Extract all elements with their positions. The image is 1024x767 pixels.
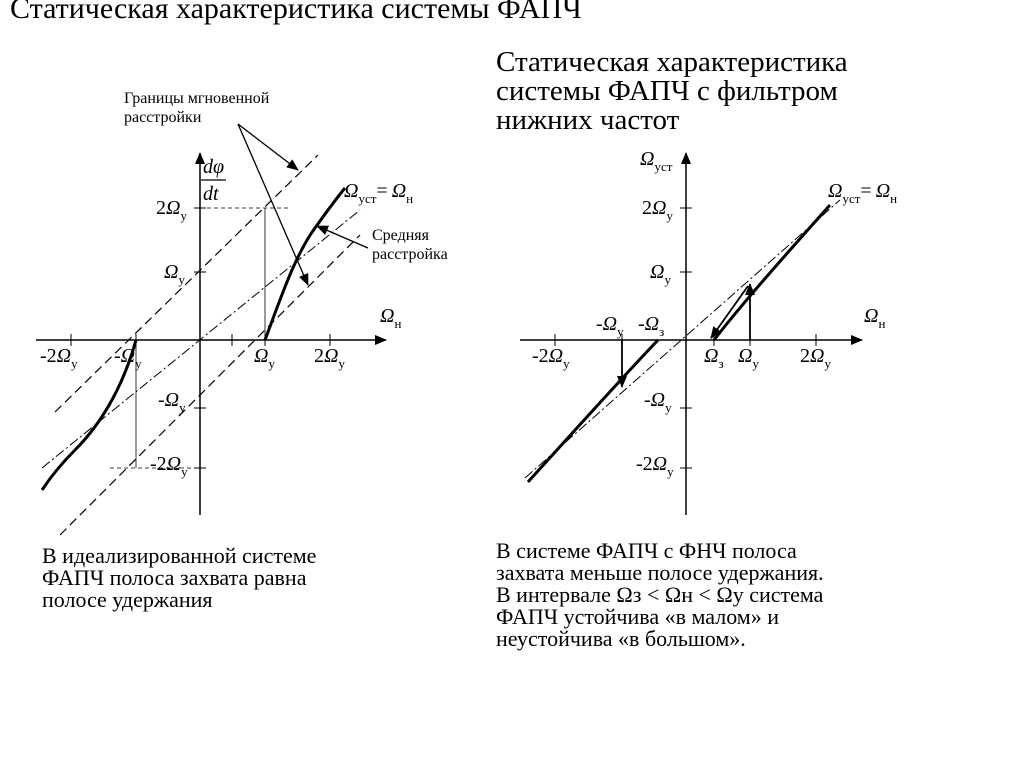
right-x-tick-label: $-2\Omega_у$ [532,345,570,371]
right-x-axis-label: $\Omega_н$ [864,305,886,331]
right-y-tick-label: $\Omega_у$ [650,261,671,287]
caption-line: ФАПЧ полоса захвата равна [42,565,307,590]
annotation-bounds-line: расстройки [124,109,202,126]
caption-line: ФАПЧ устойчива «в малом» и [496,604,780,629]
annotation-mean-line: Средняя [372,227,429,244]
left-upper-curve [265,188,345,340]
right-title-line: Статическая характеристика [496,46,848,78]
left-y-tick-label: $-2\Omega_у$ [150,453,188,479]
left-y-axis-numerator: dφ [203,156,225,178]
right-neg-label: $-\Omega_у$ [596,313,624,339]
left-x-axis-label: $\Omega_н$ [380,305,402,331]
right-title-line: нижних частот [496,104,680,136]
left-y-tick-label: $2\Omega_у$ [156,197,187,223]
caption-line: полосе удержания [42,587,213,612]
right-caption [496,540,824,650]
left-caption [42,545,316,611]
left-x-tick-label: $\Omega_у$ [254,345,275,371]
left-x-tick-label: $2\Omega_у$ [314,345,345,371]
right-y-axis-label: $\Omega_{уст}$ [640,148,673,174]
right-diagram [520,148,897,515]
left-upper-bound-line [55,155,318,412]
right-y-tick-label: $-\Omega_у$ [644,389,672,415]
caption-line: В идеализированной системе [42,543,317,568]
right-x-tick-label: $\Omega_з$ [704,345,724,371]
slide-title: Статическая характеристика системы ФАПЧ [10,0,582,25]
right-neg-label: $-\Omega_з$ [638,313,665,339]
caption-line: В интервале Ωз < Ωн < Ωу система [496,582,824,607]
caption-line: В системе ФАПЧ с ФНЧ полоса [496,538,797,563]
right-x-tick-label: $2\Omega_у$ [800,345,831,371]
right-identity-line [525,200,840,478]
left-x-tick-label: $-\Omega_у$ [114,345,142,371]
left-diagram [36,90,448,535]
right-y-tick-label: $2\Omega_у$ [642,197,673,223]
caption-line: захвата меньше полосе удержания. [496,560,824,585]
left-y-tick-label: $-\Omega_у$ [158,389,186,415]
annotation-mean-line: расстройка [372,246,448,263]
right-upper-curve [714,205,830,340]
left-x-tick-label: $-2\Omega_у$ [40,345,78,371]
left-lower-bound-line [60,235,360,535]
left-curve-label: $\Omega_{уст}= \Omega_н$ [344,180,414,206]
left-y-axis-denominator: dt [203,183,219,205]
left-center-line [42,210,360,468]
caption-line: неустойчива «в большом». [496,626,746,651]
right-x-tick-label: $\Omega_у$ [738,345,759,371]
right-y-tick-label: $-2\Omega_у$ [636,453,674,479]
right-curve-label: $\Omega_{уст}= \Omega_н$ [828,180,898,206]
left-annotation-arrows [238,124,368,285]
annotation-bounds-line: Границы мгновенной [124,90,270,107]
left-y-tick-label: $\Omega_у$ [164,261,185,287]
right-title-line: системы ФАПЧ с фильтром [496,75,838,107]
